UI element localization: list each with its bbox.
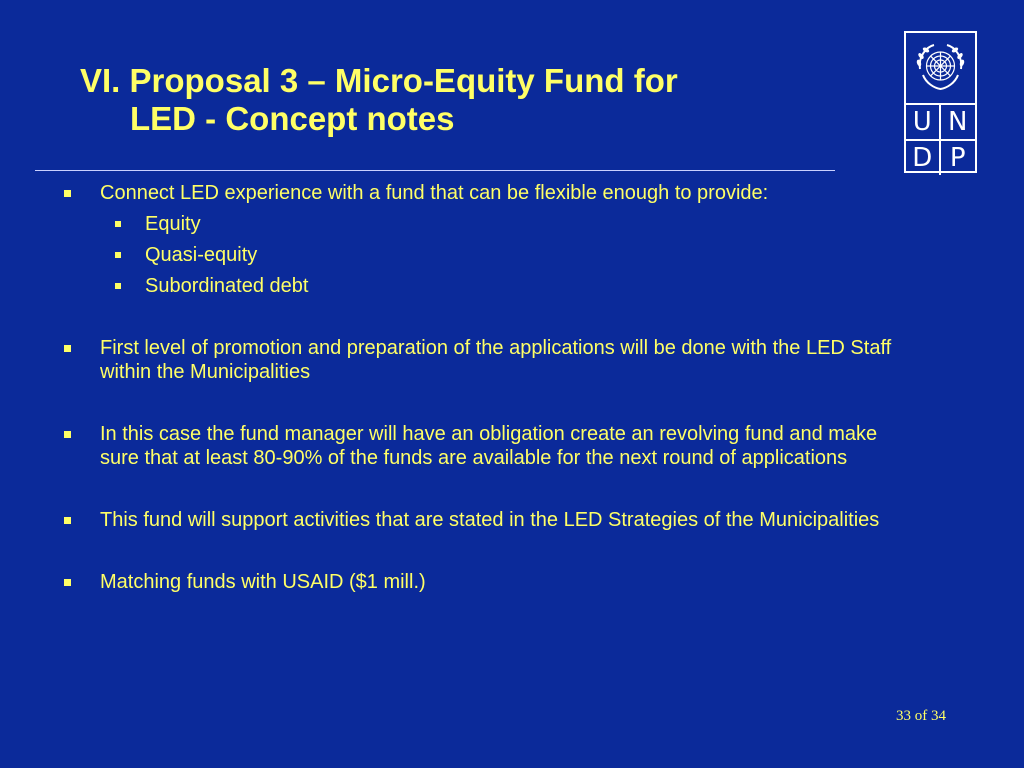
sub-list-item <box>60 274 920 298</box>
sub-list-item <box>60 212 920 236</box>
list-item-text: Connect LED experience with a fund that can be flexible enough to provide: <box>100 182 769 204</box>
bullet-list <box>60 181 920 594</box>
sub-list-item-text: Quasi-equity <box>145 244 258 266</box>
square-bullet-icon <box>64 517 71 524</box>
list-item <box>60 508 920 532</box>
square-bullet-icon <box>64 579 71 586</box>
square-bullet-icon <box>64 190 71 197</box>
list-item <box>60 570 920 594</box>
list-item-text: In this case the fund manager will have an obligation create an revolving fund and make sure that at least 80-90% of the funds are available for the next round of applications <box>100 423 878 469</box>
undp-letters <box>906 103 975 171</box>
list-item-text: Matching funds with USAID ($1 mill.) <box>100 571 426 593</box>
sub-list-item-text: Subordinated debt <box>145 275 309 297</box>
sub-list-item-text: Equity <box>145 213 201 235</box>
undp-logo <box>904 31 977 173</box>
slide-title-line2: LED - Concept notes <box>130 100 455 137</box>
logo-letter-u: U <box>906 103 941 139</box>
square-bullet-icon <box>115 252 121 258</box>
list-item <box>60 181 920 205</box>
square-bullet-icon <box>115 283 121 289</box>
square-bullet-icon <box>64 345 71 352</box>
list-item <box>60 422 920 470</box>
un-emblem-icon <box>906 33 975 103</box>
logo-letter-d: D <box>906 139 941 175</box>
list-item <box>60 336 920 384</box>
logo-letter-n: N <box>941 103 976 139</box>
slide-title <box>80 62 840 138</box>
title-divider <box>35 170 835 171</box>
list-item-text: This fund will support activities that are stated in the LED Strategies of the Municipalities <box>100 509 880 531</box>
square-bullet-icon <box>115 221 121 227</box>
list-item-text: First level of promotion and preparation of the applications will be done with the LED Staff within the Municipalities <box>100 337 892 383</box>
slide-title-line1: VI. Proposal 3 – Micro-Equity Fund for <box>80 62 678 99</box>
sub-list-item <box>60 243 920 267</box>
logo-letter-p: P <box>941 139 976 175</box>
page-number: 33 of 34 <box>896 708 946 724</box>
square-bullet-icon <box>64 431 71 438</box>
